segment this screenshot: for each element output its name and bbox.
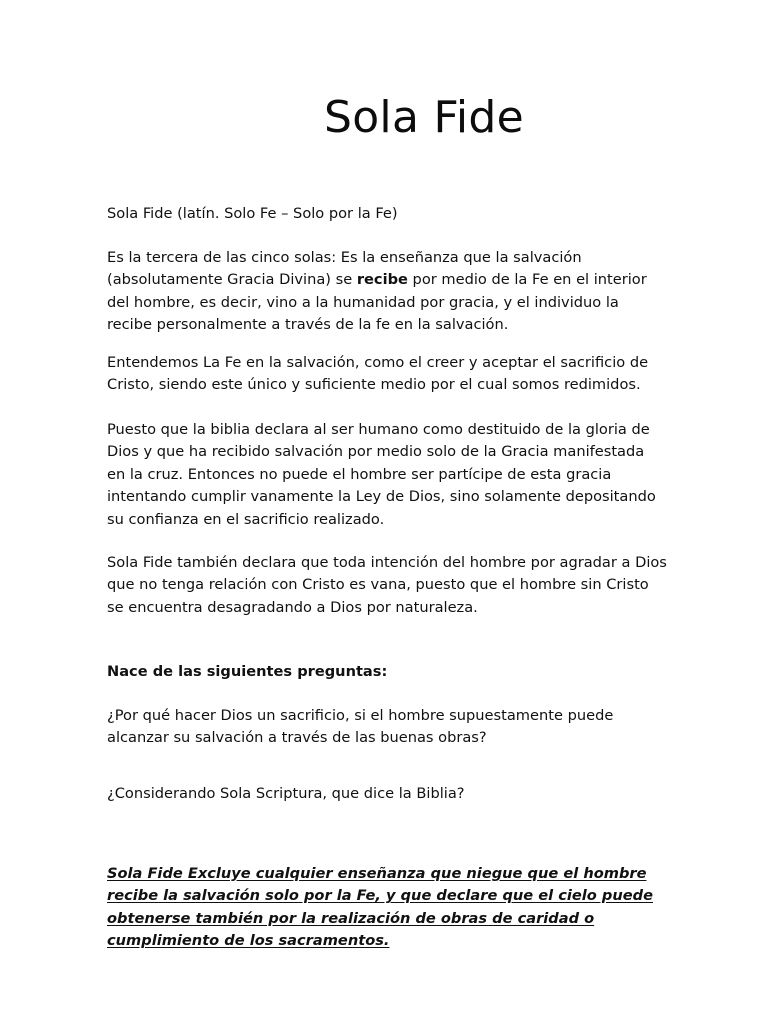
intro-bold-word: recibe [356, 271, 408, 289]
intro-text-start: Es la tercera de las cinco solas: Es la enseñanza que la salvación (absolutamente Gracia Divina) se [107, 249, 582, 289]
question-scripture: ¿Considerando Sola Scriptura, que dice la Biblia? [107, 785, 465, 802]
intro-paragraph [107, 247, 667, 337]
intro-text-end: por medio de la Fe en el interior del hombre, es decir, vino a la humanidad por gracia, y el individuo la recibe personalmente a través de la fe en la salvación. [107, 271, 647, 334]
faith-definition-paragraph: Entendemos La Fe en la salvación, como el creer y aceptar el sacrificio de Cristo, siendo este único y suficiente medio por el cual somos redimidos. [107, 354, 649, 394]
subtitle-paragraph: Sola Fide (latín. Solo Fe – Solo por la Fe) [107, 205, 398, 222]
closing-statement: Sola Fide Excluye cualquier enseñanza que niegue que el hombre recibe la salvación solo por la Fe, y que declare que el cielo puede obtenerse también por la realización de obras de caridad o cumplimiento de los sacramentos. [107, 865, 653, 950]
question-sacrifice: ¿Por qué hacer Dios un sacrificio, si el hombre supuestamente puede alcanzar su salvación a través de las buenas obras? [107, 707, 614, 747]
intention-paragraph: Sola Fide también declara que toda intención del hombre por agradar a Dios que no tenga relación con Cristo es vana, puesto que el hombre sin Cristo se encuentra desagradando a Dios por naturaleza. [107, 554, 667, 616]
grace-paragraph: Puesto que la biblia declara al ser humano como destituido de la gloria de Dios y que ha recibido salvación por medio solo de la Gracia manifestada en la cruz. Entonces no puede el hombre ser partícipe de esta gracia intentando cumplir vanamente la Ley de Dios, sino solamente depositando su confianza en el sacrificio realizado. [107, 421, 656, 528]
questions-heading: Nace de las siguientes preguntas: [107, 663, 388, 680]
page-title: Sola Fide [323, 92, 525, 143]
